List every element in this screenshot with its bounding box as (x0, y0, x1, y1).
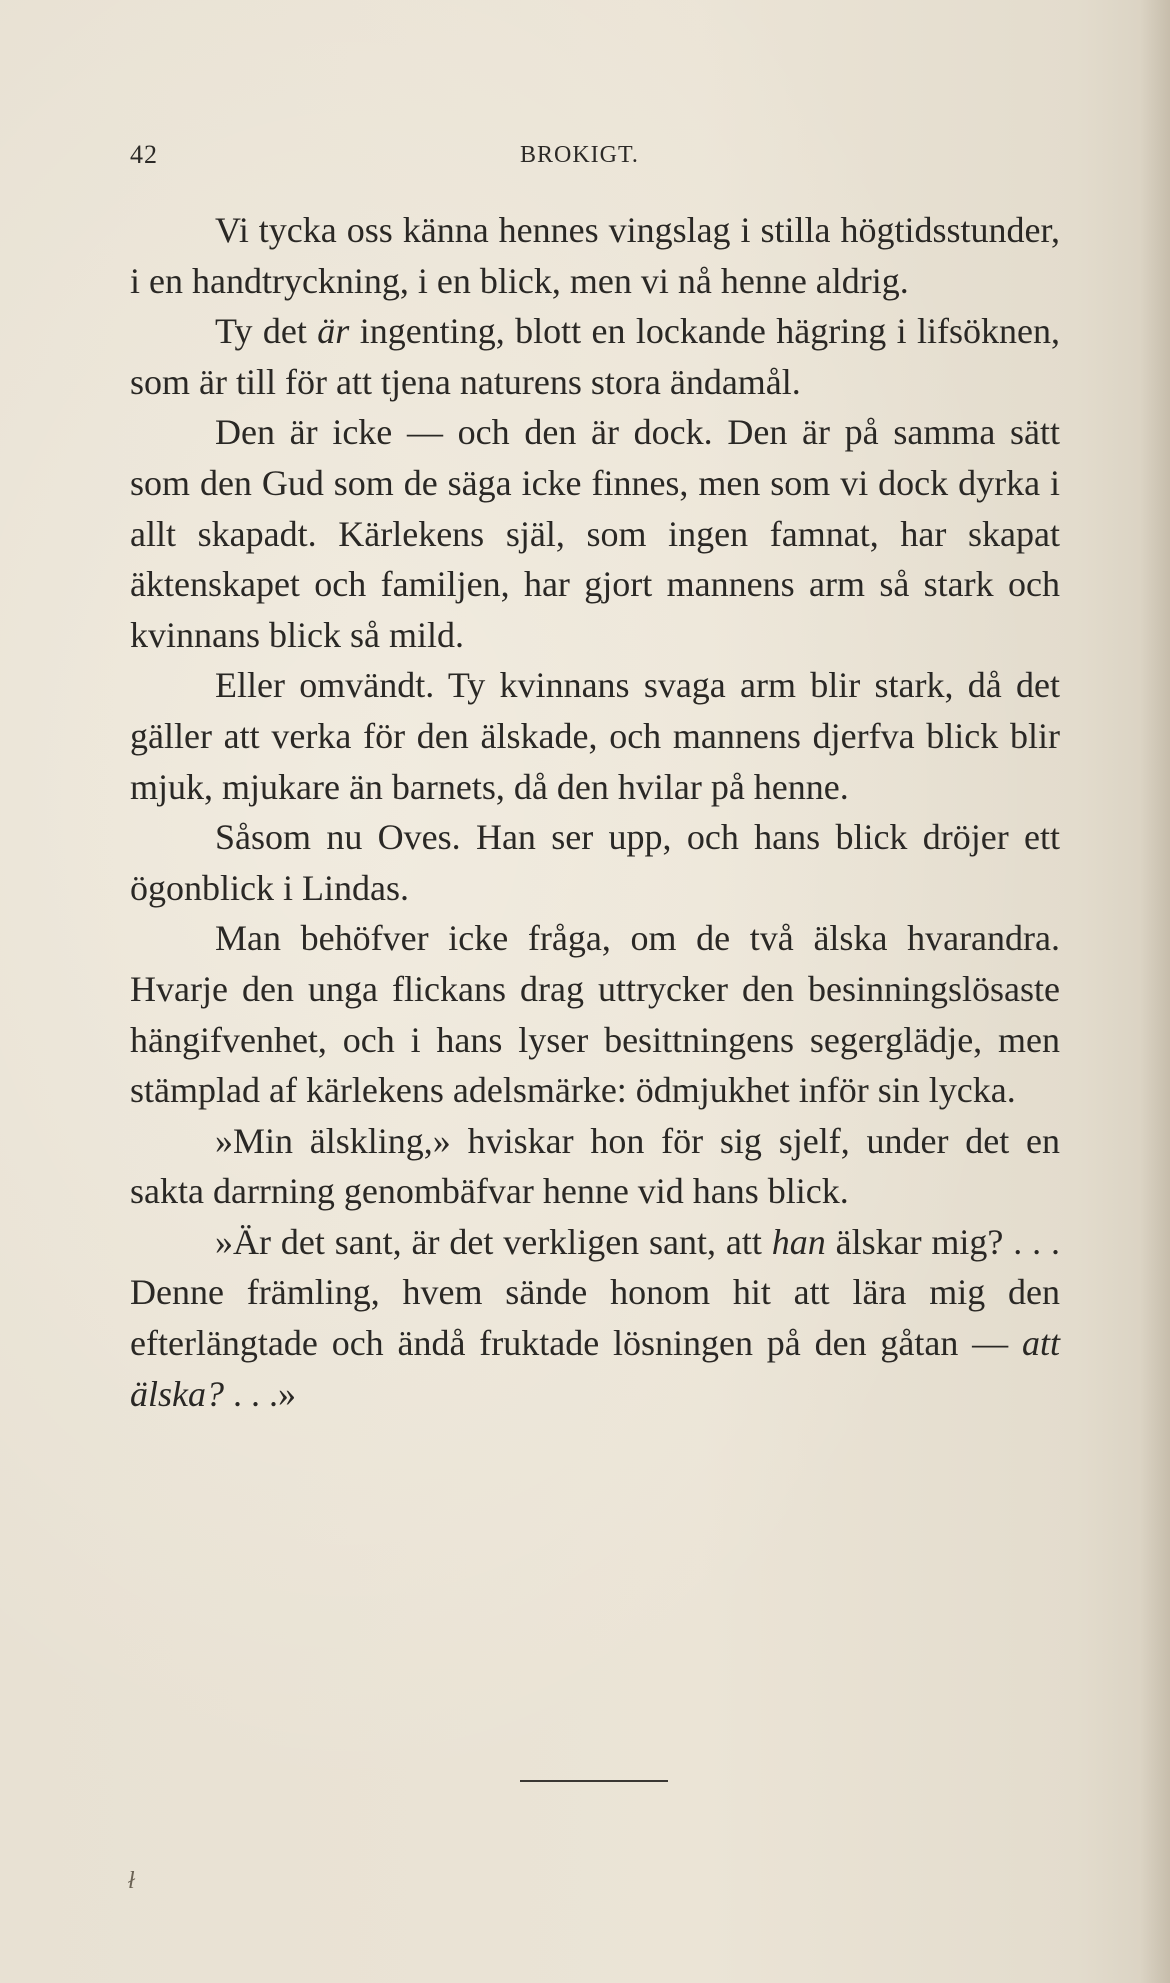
body-text (130, 205, 1060, 1419)
paragraph-7: »Min älskling,» hviskar hon för sig sjelf, under det en sakta darrning genombäfvar henne vid hans blick. (130, 1120, 1060, 1212)
section-end-rule (520, 1780, 668, 1782)
paragraph-2-text-b: ingenting, blott en lockande hägring i lifsöknen, som är till för att tjena naturens stora ändamål. (130, 311, 1060, 402)
paragraph-1: Vi tycka oss känna hennes vingslag i stilla högtidsstunder, i en handtryckning, i en blick, men vi nå henne aldrig. (130, 210, 1060, 301)
page-header (130, 140, 1060, 180)
page-edge-shadow (1140, 0, 1170, 1983)
paragraph-8-emphasis-1: han (771, 1221, 826, 1262)
paragraph-2-emphasis: är (317, 311, 350, 352)
paragraph-8-text-a: »Är det sant, är det verkligen sant, att (215, 1221, 772, 1262)
paragraph-2-text-a: Ty det (215, 311, 318, 352)
running-head: BROKIGT. (520, 142, 639, 168)
paragraph-3: Den är icke — och den är dock. Den är på samma sätt som den Gud som de säga icke finnes, men som vi dock dyrka i allt skapadt. Kärlekens själ, som ingen famnat, har skapat äktenskapet och familjen, har gjort mannens arm så stark och kvinnans blick så mild. (130, 412, 1060, 655)
paragraph-6: Man behöfver icke fråga, om de två älska hvarandra. Hvarje den unga flickans drag uttrycker den besinningslösaste hängifvenhet, och i hans lyser besittningens segerglädje, men stämplad af kärlekens adelsmärke: ödmjukhet inför sin lycka. (130, 918, 1060, 1111)
paragraph-5: Såsom nu Oves. Han ser upp, och hans blick dröjer ett ögonblick i Lindas. (130, 817, 1060, 908)
paragraph-8-emphasis-2: att älska? (130, 1323, 1060, 1414)
stray-ink-mark: ł (128, 1868, 135, 1894)
paragraph-8-text-c: . . .» (224, 1373, 296, 1414)
paragraph-8 (130, 1217, 1060, 1419)
paragraph-4: Eller omvändt. Ty kvinnans svaga arm blir stark, då det gäller att verka för den älskade, och mannens djerfva blick blir mjuk, mjukare än barnets, då den hvilar på henne. (130, 665, 1060, 807)
paragraph-8-text-b: älskar mig? . . . Denne främling, hvem sände honom hit att lära mig den efterlängtade och ändå fruktade lösningen på den gåtan — (130, 1221, 1060, 1364)
page-number: 42 (130, 140, 158, 169)
paragraph-2 (130, 306, 1060, 407)
